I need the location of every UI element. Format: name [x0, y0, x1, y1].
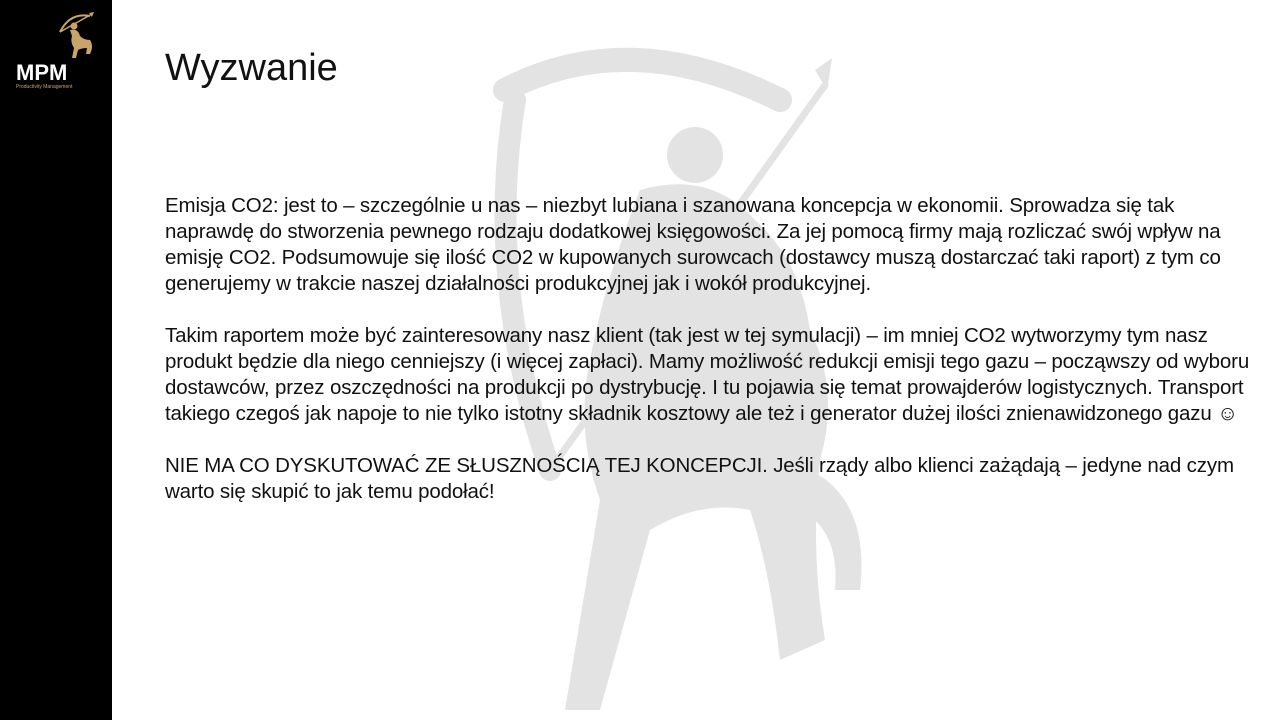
logo-wordmark: MPM — [16, 60, 68, 85]
slide-body — [165, 193, 1255, 505]
paragraph-co2-emission: Emisja CO2: jest to – szczególnie u nas – niezbyt lubiana i szanowana koncepcja w ekonomii. Sprowadza się tak naprawdę do stworzenia pewnego rodzaju dodatkowej księgowości. Za jej pomocą firmy mają rozliczać swój wpływ na emisję CO2. Podsumowuje się ilość CO2 w kupowanych surowcach (dostawcy muszą dostarczać taki raport) z tym co generujemy w trakcie naszej działalności produkcyjnej jak i wokół produkcyjnej. — [165, 194, 1221, 295]
company-logo — [10, 10, 90, 90]
slide-title: Wyzwanie — [165, 47, 338, 89]
sidebar — [0, 0, 112, 720]
paragraph-client-report: Takim raportem może być zainteresowany nasz klient (tak jest w tej symulacji) – im mniej CO2 wytworzymy tym nasz produkt będzie dla niego cenniejszy (i więcej zapłaci). Mamy możliwość redukcji emisji tego gazu – począwszy od wyboru dostawców, przez oszczędności na produkcji po dystrybucję. I tu pojawia się temat prowajderów logistycznych. Transport takiego czegoś jak napoje to nie tylko istotny składnik kosztowy ale też i generator dużej ilości znienawidzonego gazu ☺ — [165, 324, 1250, 425]
paragraph-conclusion: NIE MA CO DYSKUTOWAĆ ZE SŁUSZNOŚCIĄ TEJ KONCEPCJI. Jeśli rządy albo klienci zażądają – jedyne nad czym warto się skupić to jak temu podołać! — [165, 454, 1234, 503]
archer-centaur-icon — [56, 10, 96, 62]
logo-tagline: Productivity Management — [16, 84, 73, 90]
